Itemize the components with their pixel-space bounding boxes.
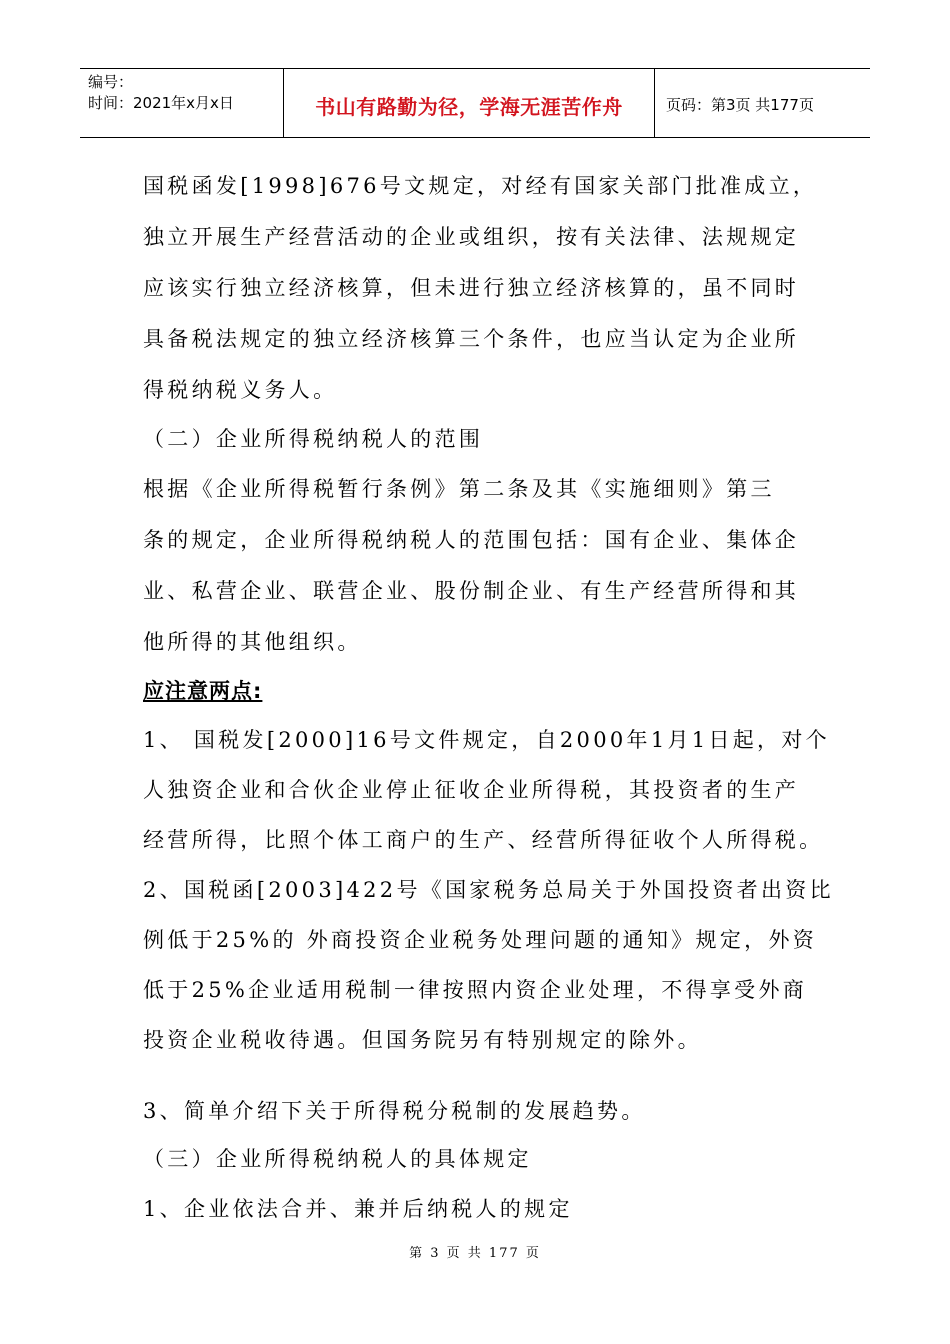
- motto-text: 书山有路勤为径，学海无涯苦作舟: [315, 94, 623, 119]
- paragraph-line: 3、简单介绍下关于所得税分税制的发展趋势。: [143, 1099, 646, 1123]
- page-footer: [0, 1242, 950, 1261]
- header-meta: [80, 69, 283, 137]
- section-heading-scope: （二）企业所得税纳税人的范围: [143, 427, 484, 451]
- header-motto: [283, 69, 655, 137]
- paragraph-line: 具备税法规定的独立经济核算三个条件，也应当认定为企业所: [143, 327, 800, 351]
- paragraph-line: 条的规定，企业所得税纳税人的范围包括：国有企业、集体企: [143, 528, 800, 552]
- paragraph-line: 低于25%企业适用税制一律按照内资企业处理，不得享受外商: [143, 978, 808, 1002]
- paragraph-line: 1、企业依法合并、兼并后纳税人的规定: [143, 1197, 573, 1221]
- paragraph-line: 他所得的其他组织。: [143, 630, 362, 654]
- paragraph-line: 人独资企业和合伙企业停止征收企业所得税，其投资者的生产: [143, 778, 800, 802]
- section-heading-rules: （三）企业所得税纳税人的具体规定: [143, 1147, 532, 1171]
- paragraph-line: 国税函发[1998]676号文规定，对经有国家关部门批准成立，: [143, 174, 818, 198]
- paragraph-line: 根据《企业所得税暂行条例》第二条及其《实施细则》第三: [143, 477, 775, 501]
- header-page-info: [655, 69, 870, 137]
- footer-page-number: 第 3 页 共 177 页: [409, 1246, 541, 1261]
- document-number-label: 编号：: [88, 73, 134, 91]
- paragraph-line: 2、国税函[2003]422号《国家税务总局关于外国投资者出资比: [143, 878, 834, 902]
- paragraph-line: 得税纳税义务人。: [143, 378, 338, 402]
- paragraph-line: 经营所得，比照个体工商户的生产、经营所得征收个人所得税。: [143, 828, 824, 852]
- page-info-text: 页码：第3页 共177页: [666, 95, 814, 114]
- document-time-label: 时间：2021年x月x日: [88, 94, 234, 112]
- paragraph-line: 例低于25%的 外商投资企业税务处理问题的通知》规定，外资: [143, 928, 818, 952]
- note-heading: 应注意两点:: [143, 679, 263, 703]
- page-header: [80, 68, 870, 138]
- paragraph-line: 独立开展生产经营活动的企业或组织，按有关法律、法规规定: [143, 225, 800, 249]
- paragraph-line: 业、私营企业、联营企业、股份制企业、有生产经营所得和其: [143, 579, 800, 603]
- paragraph-line: 投资企业税收待遇。但国务院另有特别规定的除外。: [143, 1028, 702, 1052]
- paragraph-line: 应该实行独立经济核算，但未进行独立经济核算的，虽不同时: [143, 276, 800, 300]
- paragraph-line: 1、 国税发[2000]16号文件规定，自2000年1月1日起，对个: [143, 728, 830, 752]
